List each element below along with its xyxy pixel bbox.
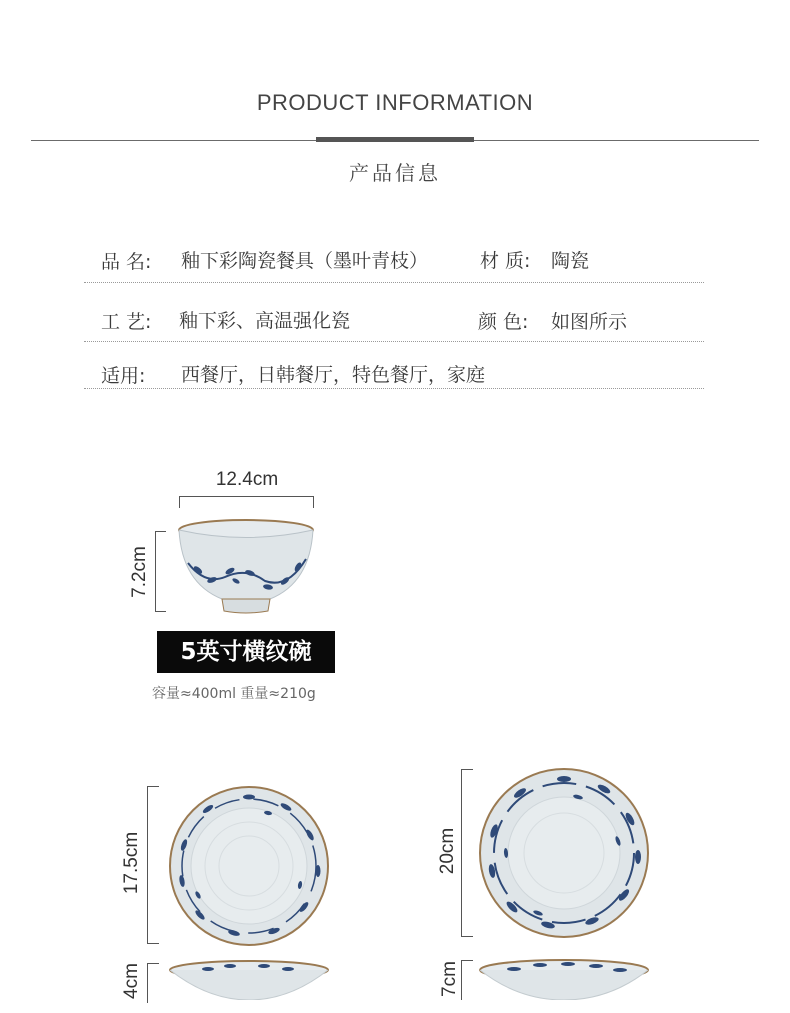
bowl-width-line: [179, 496, 313, 497]
usage-value: 西餐厅，日韩餐厅，特色餐厅，家庭: [181, 364, 486, 386]
plate-small-diameter-line: [147, 786, 148, 943]
header-divider-accent: [316, 137, 474, 142]
row-divider: [84, 388, 704, 389]
plate-small-side-image: [168, 958, 330, 1000]
bowl-height-dimension: 7.2cm: [129, 546, 150, 598]
color-value: 如图所示: [551, 311, 628, 333]
usage-label: 适用:: [101, 365, 146, 387]
craft-value: 釉下彩、高温强化瓷: [179, 310, 351, 332]
bowl-width-dimension: 12.4cm: [215, 469, 279, 490]
bowl-height-line: [155, 531, 156, 611]
plate-small-diameter-dimension: 17.5cm: [121, 831, 142, 895]
row-divider: [84, 282, 704, 283]
plate-small-diameter-tick: [147, 786, 159, 787]
plate-large-diameter-tick: [461, 936, 473, 937]
plate-small-height-tick: [147, 963, 159, 964]
title-english: PRODUCT INFORMATION: [256, 90, 534, 115]
plate-large-height-line: [461, 960, 462, 1000]
plate-large-height-dimension: 7cm: [439, 961, 460, 997]
material-label: 材 质:: [480, 250, 531, 272]
row-divider: [84, 341, 704, 342]
bowl-height-tick: [155, 611, 166, 612]
name-label: 品 名:: [101, 251, 152, 273]
plate-small-height-line: [147, 963, 148, 1003]
name-value: 釉下彩陶瓷餐具（墨叶青枝）: [181, 250, 429, 272]
plate-small-image: [168, 785, 330, 947]
plate-large-diameter-line: [461, 769, 462, 936]
color-label: 颜 色:: [478, 311, 529, 333]
craft-label: 工 艺:: [101, 311, 152, 333]
bowl-width-tick: [179, 496, 180, 508]
bowl-height-tick: [155, 531, 166, 532]
bowl-label: 5英寸横纹碗: [157, 631, 335, 673]
bowl-image: [170, 515, 322, 617]
plate-large-diameter-dimension: 20cm: [437, 827, 458, 875]
plate-large-height-tick: [461, 960, 473, 961]
plate-small-diameter-tick: [147, 943, 159, 944]
plate-small-height-dimension: 4cm: [121, 963, 142, 999]
title-chinese: 产品信息: [349, 161, 441, 185]
bowl-spec: 容量≈400ml 重量≈210g: [152, 686, 316, 702]
plate-large-side-image: [478, 957, 650, 1000]
plate-large-diameter-tick: [461, 769, 473, 770]
material-value: 陶瓷: [551, 250, 590, 272]
plate-large-image: [478, 767, 650, 939]
bowl-width-tick: [313, 496, 314, 508]
